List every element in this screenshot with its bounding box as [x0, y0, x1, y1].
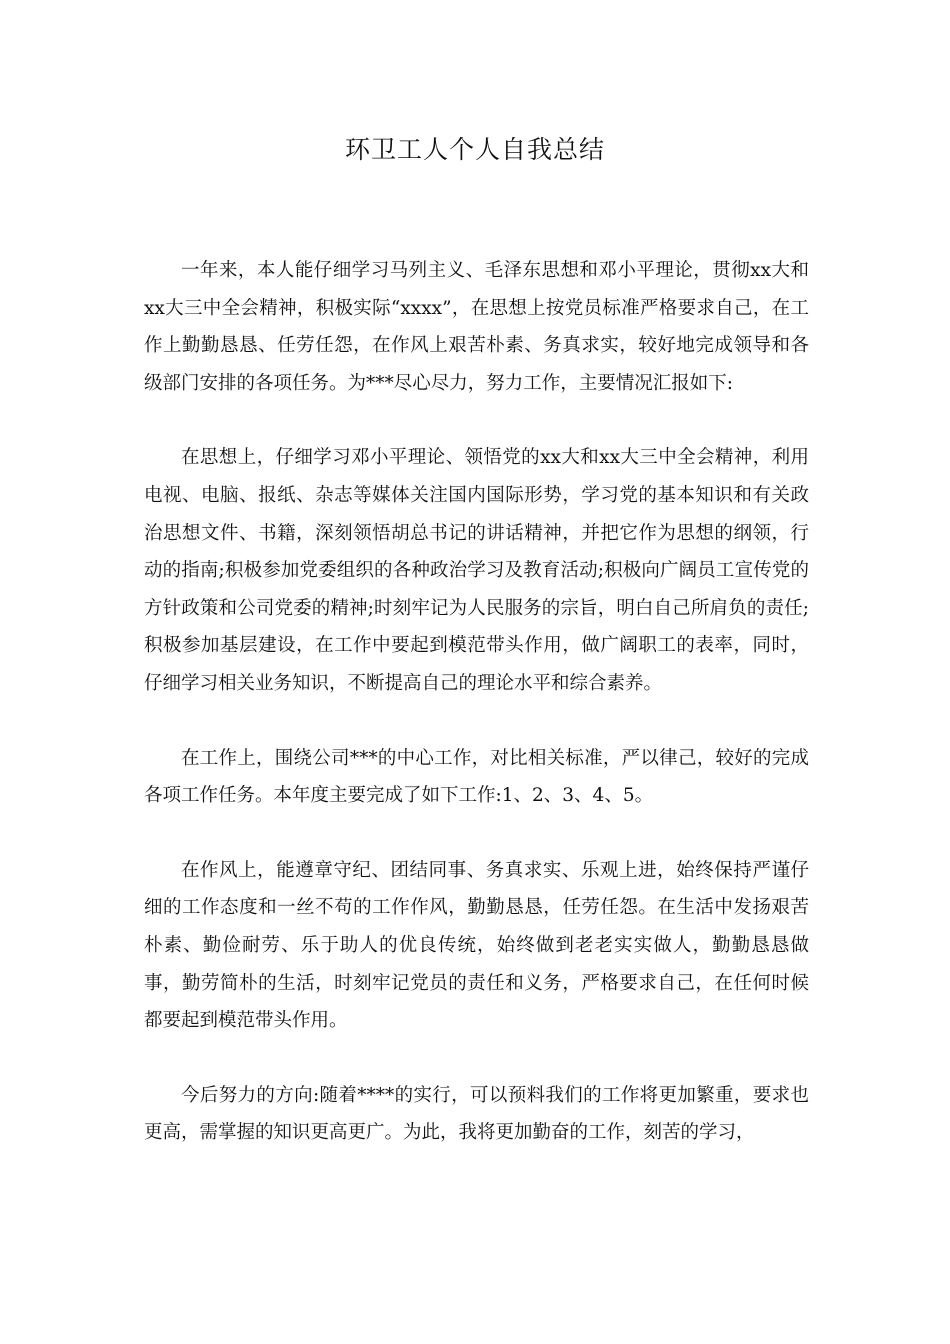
document-body [144, 252, 809, 1189]
paragraph-intro: 一年来，本人能仔细学习马列主义、毛泽东思想和邓小平理论，贯彻xx大和xx大三中全会精神，积极实际“xxxx”，在思想上按党员标准严格要求自己，在工作上勤勤恳恳、任劳任怨，在作风上艰苦朴素、务真求实，较好地完成领导和各级部门安排的各项任务。为***尽心尽力，努力工作，主要情况汇报如下: [144, 260, 809, 394]
paragraph-future: 今后努力的方向:随着****的实行，可以预料我们的工作将更加繁重，要求也更高，需掌握的知识更高更广。为此，我将更加勤奋的工作，刻苦的学习， [144, 1084, 809, 1144]
document-title: 环卫工人个人自我总结 [344, 135, 605, 164]
paragraph-thought: 在思想上，仔细学习邓小平理论、领悟党的xx大和xx大三中全会精神，利用电视、电脑、报纸、杂志等媒体关注国内国际形势，学习党的基本知识和有关政治思想文件、书籍，深刻领悟胡总书记的讲话精神，并把它作为思想的纲领，行动的指南;积极参加党委组织的各种政治学习及教育活动;积极向广阔员工宣传党的方针政策和公司党委的精神;时刻牢记为人民服务的宗旨，明白自己所肩负的责任;积极参加基层建设，在工作中要起到模范带头作用，做广阔职工的表率，同时，仔细学习相关业务知识，不断提高自己的理论水平和综合素养。 [144, 447, 809, 694]
paragraph-work: 在工作上，围绕公司***的中心工作，对比相关标准，严以律己，较好的完成各项工作任务。本年度主要完成了如下工作:1、2、3、4、5。 [144, 747, 809, 807]
paragraph-style: 在作风上，能遵章守纪、团结同事、务真求实、乐观上进，始终保持严谨仔细的工作态度和一丝不苟的工作作风，勤勤恳恳，任劳任怨。在生活中发扬艰苦朴素、勤俭耐劳、乐于助人的优良传统，始终做到老老实实做人，勤勤恳恳做事，勤劳简朴的生活，时刻牢记党员的责任和义务，严格要求自己，在任何时候都要起到模范带头作用。 [144, 859, 809, 1032]
